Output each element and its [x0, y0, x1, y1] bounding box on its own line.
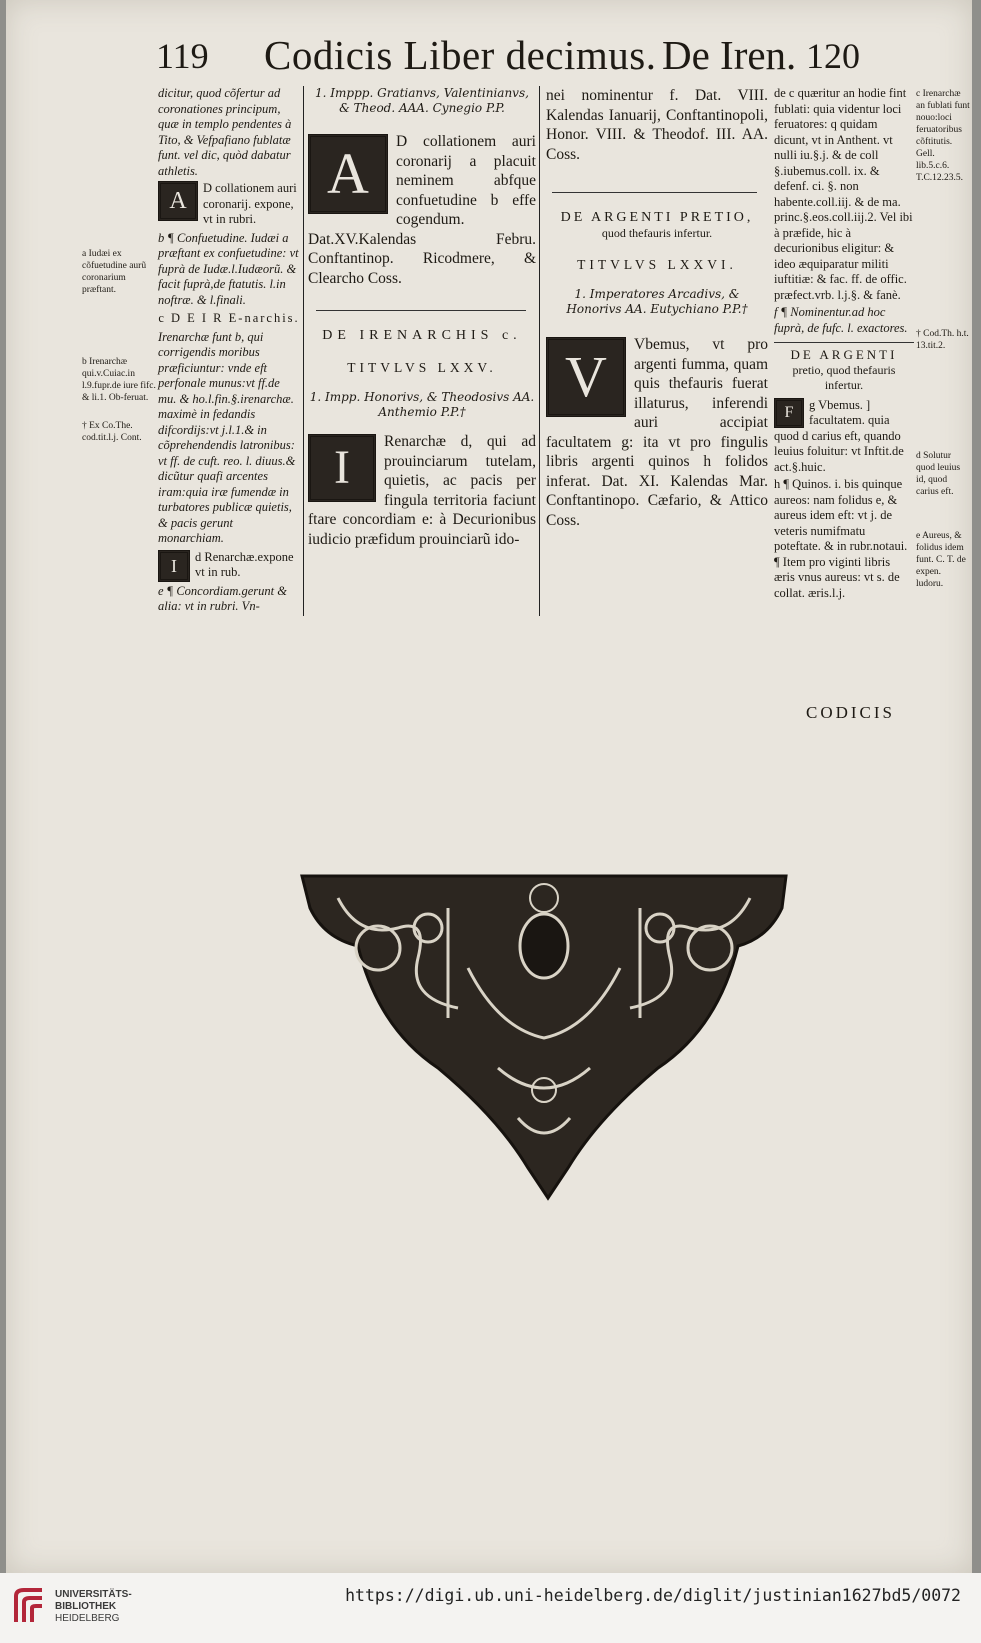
gloss-right-paragraph: de c quæritur an hodie fint fublati: quia videntur loci feruatores: q quidam dicunt, vt in Anthent. vt nulli iu.§.j. & de coll §.iubemus.coll. ix. & defenf. ci. §. non habente.coll.iij. & de ma. princ.§.eos.coll.iij.2. Vel ibi à præfide, hic à decurionibus eligitur: & ideo æquiparatur militi iuftitiæ: & fac. ff. de offic. præfect.vrb. l.j.§. & fanè.: [774, 86, 913, 302]
margin-note-right-3: d Solutur quod leuius id, quod carius eft.: [916, 451, 961, 497]
margin-note-left-1: a Iudæi ex cõfuetudine aurũ coronarium præftant.: [82, 249, 147, 295]
gloss-note-a-text: D collationem auri coronarij. expone, vt in rubri.: [203, 181, 297, 226]
initial-g: F: [774, 398, 804, 428]
initial-a: A: [158, 181, 198, 221]
section-caption-argenti: DE ARGENTI PRETIO,: [560, 210, 754, 225]
gloss-note-c-text: Irenarchæ funt b, qui corrigendis moribus præficiuntur: vnde eft perfonale munus:vt ff.de mu. & ho.l.fin.§.irenarchæ. maximè in fedandis difcordijs:vt j.l.1.& in cõprehendendis latronibus: vt ff. de cuft. reo. l. diuus.& dicũtur quafi arcentes iram:quia iræ fumendæ in turbatores publicæ quietis, & pacis gerunt monarchiam.: [158, 329, 296, 545]
initial-letter-i: I: [308, 434, 376, 502]
gloss-note-g-text: g Vbemus. ] facultatem. quia quod d carius eft, quando leuius foluitur: vt Inftit.de act.§.huic.: [774, 397, 904, 474]
margin-note-right-4: e Aureus, & folidus idem funt. C. T. de expen. ludoru.: [916, 531, 966, 589]
margin-note-left-2: b Irenarchæ qui.v.Cuiac.in l.9.fupr.de iure fifc. & li.1. Ob-feruat.: [82, 357, 156, 403]
margin-note-right-1: c Irenarchæ an fublati funt nouo:loci feruatoribus cõftitutis. Gell. lib.5.c.6. T.C.12.23.5.: [916, 89, 970, 183]
main-column-3: [546, 86, 768, 530]
titulus-76: TITVLVS LXXVI.: [577, 257, 737, 272]
gloss-note-a: [158, 181, 300, 228]
page-number-right: 120: [806, 36, 860, 76]
main-column-2: [308, 86, 536, 549]
section-rule: [546, 164, 768, 210]
rule-line: [316, 310, 526, 311]
margin-note-right-2: † Cod.Th. h.t. 13.tit.2.: [916, 329, 969, 351]
column-divider: [303, 86, 304, 616]
header-section: De Iren.: [662, 32, 797, 78]
page-number-left: 119: [156, 36, 209, 76]
gloss-note-b: b ¶ Confuetudine. Iudæi a præftant ex confuetudine: vt fuprà de Iudæ.l.Iudæorũ. & facit fuprà,de ftatutis. l.in noftræ. & l.finali.: [158, 230, 299, 307]
gloss-paragraph: dicitur, quod cõfertur ad coronationes principum, quæ in templo pendentes à Tito, & Vefpafiano fublatæ funt. vel dic, quòd dabatur athletis.: [158, 86, 292, 178]
titulus-75: TITVLVS LXXV.: [347, 360, 497, 375]
gloss-column-left: [158, 86, 300, 615]
gloss-column-right: [774, 86, 914, 601]
section-rule: [308, 288, 536, 328]
gloss-note-e: e ¶ Concordiam.gerunt & alia: vt in rubri. Vn-: [158, 583, 287, 613]
law-heading-2: 1. Impp. Honorivs, & Theodosivs AA. Anthemio P.P.†: [309, 390, 535, 419]
column-divider: [539, 86, 540, 616]
catchword: CODICIS: [806, 703, 896, 722]
gloss-note-f: f ¶ Nominentur.ad hoc fuprà, de fufc. l. exactores.: [774, 305, 908, 335]
law-text-2-body: Renarchæ d, qui ad prouinciarum tutelam, quietis, ac pacis per fingula territoria faciunt ftare concordiam e: à Decurionibus iudicio præfidum prouinciarũ ido-: [308, 433, 536, 548]
permalink-url[interactable]: https://digi.ub.uni-heidelberg.de/diglit/justinian1627bd5/0072: [345, 1586, 961, 1605]
library-logo-text: [55, 1589, 132, 1625]
law-text-3-body: Vbemus, vt pro argenti fumma, quam quis thefauris fuerat illaturus, inferendi auri accipiat facultatem g: ita vt pro fingulis libris argenti quinos h folidos inferat. Dat. XI. Kalendas Mar. Conftantinopo. Cæfario, & Attico Coss.: [546, 336, 768, 529]
viewer-footer: [0, 1573, 981, 1643]
initial-d: I: [158, 550, 190, 582]
initial-letter-a: A: [308, 134, 388, 214]
law-text-3: [546, 335, 768, 530]
header-title: Codicis Liber decimus.: [264, 32, 657, 78]
law-text-2: [308, 432, 536, 549]
rule-line: [552, 192, 757, 193]
law-text-continuation: nei nominentur f. Dat. VIII. Kalendas Ianuarij, Conftantinopoli, Honor. VIII. & Theodof. III. AA. Coss.: [546, 87, 768, 163]
law-heading-1: 1. Imppp. Gratianvs, Valentinianvs, & Theod. AAA. Cynegio P.P.: [315, 86, 529, 115]
logo-line-2: BIBLIOTHEK: [55, 1601, 117, 1612]
running-header: [6, 32, 972, 85]
law-text-1: [308, 132, 536, 288]
gloss-rule: [774, 342, 914, 343]
gloss-note-c: c D E I R E-narchis.: [158, 311, 300, 325]
law-text-1-body: D collationem auri coronarij a placuit neminem abfque confuetudine b effe cogendum. Dat.XV.Kalendas Febru. Conftantinop. Ricodmere, & Clearcho Coss.: [308, 133, 536, 287]
gloss-subcaption: pretio, quod thefauris infertur.: [792, 362, 896, 392]
library-logo-icon: [12, 1586, 48, 1626]
section-caption-irenarchis: DE IRENARCHIS c.: [322, 328, 522, 343]
margin-note-left-3: † Ex Co.The. cod.tit.l.j. Cont.: [82, 421, 142, 443]
ornament-tailpiece: [298, 868, 790, 1202]
gloss-note-h: h ¶ Quinos. i. bis quinque aureos: nam folidus e, & aureus idem eft: vt j. de veteris numifmatu poteftate. & in rubr.notaui. ¶ Item pro viginti libris æris vnus aureus: vt s. de collat. æris.l.j.: [774, 477, 908, 600]
logo-line-3: HEIDELBERG: [55, 1613, 120, 1624]
section-subcaption: quod thefauris infertur.: [601, 226, 713, 240]
law-heading-3: 1. Imperatores Arcadivs, & Honorivs AA. Eutychiano P.P.†: [566, 287, 748, 316]
logo-line-1: UNIVERSITÄTS-: [55, 1589, 132, 1600]
initial-letter-v: V: [546, 337, 626, 417]
gloss-note-d-text: d Renarchæ.expone vt in rub.: [195, 549, 294, 579]
gloss-note-g: [774, 398, 914, 476]
gloss-note-d: [158, 550, 300, 582]
gloss-caption: DE ARGENTI: [790, 347, 898, 362]
book-page: [6, 0, 972, 1573]
